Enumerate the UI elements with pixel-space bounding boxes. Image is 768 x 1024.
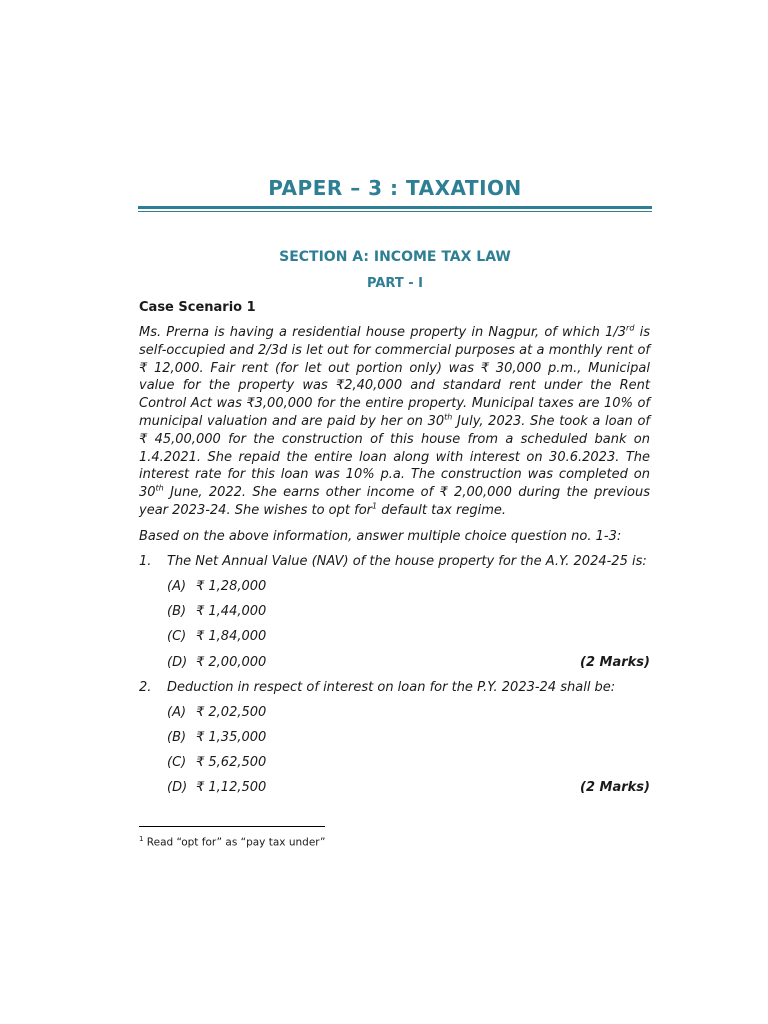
question-number: 2. — [139, 680, 152, 695]
option-letter: (B) — [167, 604, 187, 619]
option-letter: (C) — [167, 755, 187, 770]
title-rule-thin — [138, 211, 652, 212]
option-value: ₹ 5,62,500 — [196, 755, 267, 770]
option-letter: (B) — [167, 730, 187, 745]
case-text-2: is self-occupied and 2/3d is let out for commercial purposes at a monthly rent of ₹ 12,000. Fair rent (for let out portion only) was ₹ 30,000 p.m., Municipal value for the property was ₹2,40,000 and standard rent under the Rent Control Act was ₹3,00,000 for the entire property. Municipal taxes are 10% of municipal valuation and are paid by her on 30 — [139, 325, 650, 429]
case-scenario-title: Case Scenario 1 — [139, 300, 256, 315]
title-rule-thick — [138, 206, 652, 209]
case-text-5: default tax regime. — [377, 502, 506, 518]
marks-label: (2 Marks) — [580, 780, 650, 795]
part-title: PART - I — [367, 276, 423, 291]
marks-label: (2 Marks) — [580, 655, 650, 670]
question-intro: Based on the above information, answer multiple choice question no. 1-3: — [139, 529, 622, 544]
sup-th-2: th — [155, 483, 164, 493]
footnote — [139, 835, 325, 849]
sup-rd: rd — [626, 323, 635, 333]
option-letter: (A) — [167, 579, 187, 594]
case-text-4: June, 2022. She earns other income of ₹ 2,00,000 during the previous year 2023-24. She wishes to opt for — [139, 485, 650, 518]
footnote-text: Read “opt for” as “pay tax under” — [143, 836, 326, 849]
sup-th-1: th — [444, 412, 453, 422]
option-value: ₹ 1,28,000 — [196, 579, 267, 594]
footnote-marker: 1 — [139, 835, 144, 843]
section-title: SECTION A: INCOME TAX LAW — [279, 249, 511, 265]
case-text-3: July, 2023. She took a loan of ₹ 45,00,000 for the construction of this house from a scheduled bank on 1.4.2021. She repaid the entire loan along with interest on 30.6.2023. The interest rate for this loan was 10% p.a. The construction was completed on 30 — [139, 413, 650, 501]
option-value: ₹ 2,02,500 — [196, 705, 267, 720]
option-letter: (D) — [167, 780, 188, 795]
option-value: ₹ 1,44,000 — [196, 604, 267, 619]
case-paragraph — [139, 324, 650, 520]
option-letter: (D) — [167, 655, 188, 670]
question-text: Deduction in respect of interest on loan for the P.Y. 2023-24 shall be: — [167, 680, 616, 695]
option-letter: (C) — [167, 629, 187, 644]
option-value: ₹ 1,84,000 — [196, 629, 267, 644]
footnote-ref: 1 — [372, 501, 378, 511]
option-value: ₹ 1,12,500 — [196, 780, 267, 795]
footnote-separator — [139, 826, 325, 827]
case-text-1: Ms. Prerna is having a residential house property in Nagpur, of which 1/3 — [139, 325, 627, 340]
option-value: ₹ 1,35,000 — [196, 730, 267, 745]
paper-title: PAPER – 3 : TAXATION — [268, 176, 522, 200]
option-value: ₹ 2,00,000 — [196, 655, 267, 670]
question-text: The Net Annual Value (NAV) of the house property for the A.Y. 2024-25 is: — [167, 554, 647, 569]
option-letter: (A) — [167, 705, 187, 720]
question-number: 1. — [139, 554, 152, 569]
